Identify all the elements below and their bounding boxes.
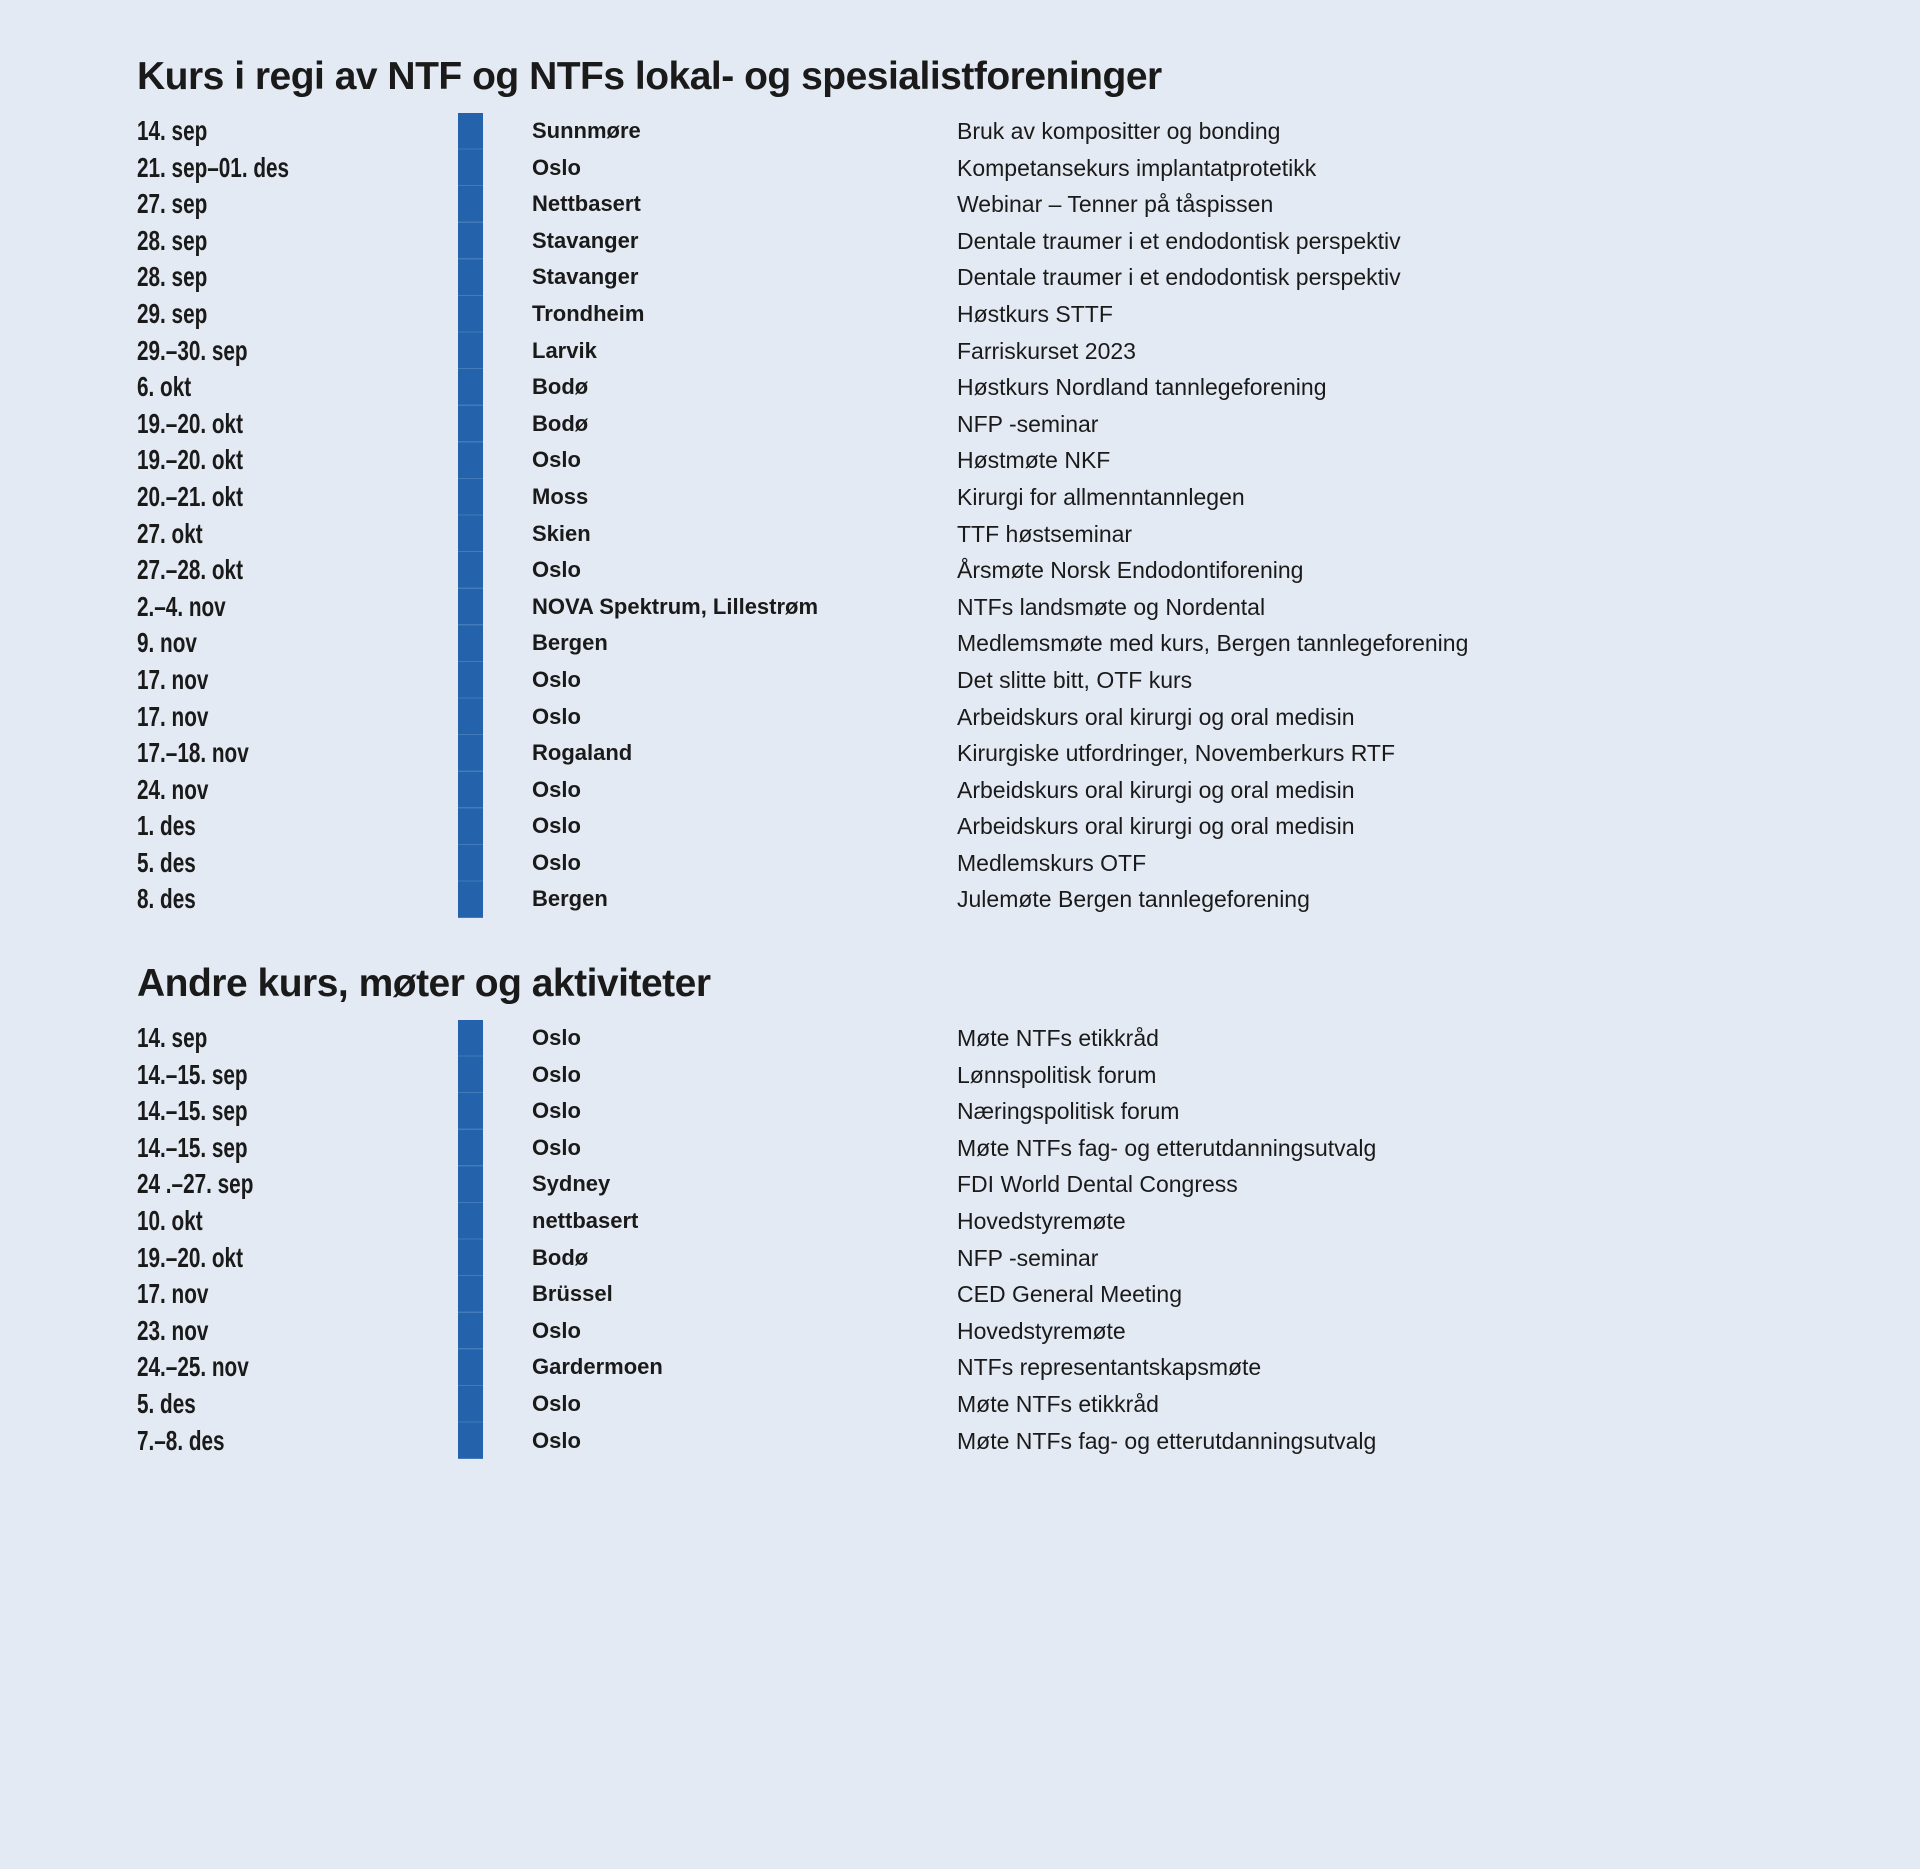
event-row — [137, 1423, 1920, 1460]
event-description: Høstkurs STTF — [957, 300, 1113, 327]
event-list-other-activities — [137, 1020, 1920, 1459]
event-description: Arbeidskurs oral kirurgi og oral medisin — [957, 776, 1355, 803]
event-date: 28. sep — [137, 224, 208, 256]
event-description: Møte NTFs etikkråd — [957, 1391, 1159, 1417]
event-description: Møte NTFs fag- og etterutdanningsutvalg — [957, 1134, 1377, 1161]
event-description: Farriskurset 2023 — [957, 337, 1136, 364]
event-row — [137, 772, 1920, 809]
event-location: Gardermoen — [532, 1354, 663, 1380]
event-location: nettbasert — [532, 1208, 639, 1234]
event-description: Dentale traumer i et endodontisk perspektiv — [957, 227, 1401, 254]
event-location: Nettbasert — [532, 191, 641, 217]
event-location: Oslo — [532, 813, 581, 839]
event-row — [137, 333, 1920, 370]
event-date: 17. nov — [137, 1278, 209, 1310]
event-description: Arbeidskurs oral kirurgi og oral medisin — [957, 813, 1355, 840]
event-date: 14.–15. sep — [137, 1131, 248, 1163]
section-title-other-activities: Andre kurs, møter og aktiviteter — [137, 962, 711, 1006]
event-location: Oslo — [532, 1061, 581, 1087]
event-location: Oslo — [532, 666, 581, 692]
event-location: Bodø — [532, 410, 589, 436]
event-date: 24.–25. nov — [137, 1351, 249, 1383]
event-date: 1. des — [137, 810, 196, 842]
event-row — [137, 662, 1920, 699]
event-description: NTFs representantskapsmøte — [957, 1354, 1262, 1381]
event-description: NTFs landsmøte og Nordental — [957, 593, 1266, 620]
event-location: Sydney — [532, 1171, 611, 1197]
event-row — [137, 1093, 1920, 1130]
event-location: Moss — [532, 483, 589, 509]
event-description: Høstmøte NKF — [957, 447, 1111, 474]
event-row — [137, 699, 1920, 736]
event-date: 8. des — [137, 883, 196, 915]
event-date: 27. okt — [137, 517, 203, 549]
event-location: Oslo — [532, 557, 581, 583]
event-row — [137, 1276, 1920, 1313]
event-location: Larvik — [532, 337, 597, 363]
event-row — [137, 1020, 1920, 1057]
event-location: Oslo — [532, 1391, 581, 1416]
event-description: Høstkurs Nordland tannlegeforening — [957, 374, 1327, 401]
event-date: 19.–20. okt — [137, 444, 243, 476]
event-description: Lønnspolitisk forum — [957, 1061, 1157, 1088]
event-date: 29. sep — [137, 297, 208, 329]
event-row — [137, 223, 1920, 260]
event-row — [137, 552, 1920, 589]
event-description: Webinar – Tenner på tåspissen — [957, 191, 1274, 218]
event-description: NFP -seminar — [957, 410, 1099, 437]
event-row — [137, 1130, 1920, 1167]
event-location: Oslo — [532, 849, 581, 875]
event-location: Oslo — [532, 1317, 581, 1343]
event-location: Stavanger — [532, 264, 639, 290]
event-date: 5. des — [137, 846, 196, 878]
event-row — [137, 589, 1920, 626]
event-row — [137, 186, 1920, 223]
event-row — [137, 1203, 1920, 1240]
event-date: 6. okt — [137, 371, 192, 403]
event-row — [137, 1166, 1920, 1203]
event-date: 17. nov — [137, 700, 209, 732]
event-description: NFP -seminar — [957, 1244, 1099, 1271]
event-location: NOVA Spektrum, Lillestrøm — [532, 593, 819, 619]
event-date: 19.–20. okt — [137, 1241, 243, 1273]
event-description: Medlemskurs OTF — [957, 849, 1147, 876]
event-row — [137, 1313, 1920, 1350]
event-location: Trondheim — [532, 300, 645, 326]
event-description: Næringspolitisk forum — [957, 1098, 1180, 1125]
event-row — [137, 369, 1920, 406]
event-row — [137, 113, 1920, 150]
event-location: Skien — [532, 520, 591, 546]
event-description: Kirurgi for allmenntannlegen — [957, 483, 1245, 510]
event-date: 27.–28. okt — [137, 554, 243, 586]
event-description: Julemøte Bergen tannlegeforening — [957, 886, 1310, 913]
event-date: 29.–30. sep — [137, 334, 248, 366]
event-location: Stavanger — [532, 227, 639, 253]
event-location: Brüssel — [532, 1281, 613, 1307]
event-location: Rogaland — [532, 740, 633, 766]
event-description: Dentale traumer i et endodontisk perspektiv — [957, 264, 1401, 291]
event-description: Bruk av kompositter og bonding — [957, 118, 1281, 144]
event-date: 23. nov — [137, 1314, 209, 1346]
event-description: TTF høstseminar — [957, 520, 1133, 547]
event-date: 5. des — [137, 1388, 196, 1419]
event-description: Kirurgiske utfordringer, Novemberkurs RTF — [957, 740, 1395, 767]
section-ntf-courses — [137, 57, 1920, 918]
event-row — [137, 406, 1920, 443]
event-location: Oslo — [532, 447, 581, 473]
event-location: Oslo — [532, 1427, 581, 1453]
event-description: Hovedstyremøte — [957, 1208, 1126, 1235]
section-other-activities — [137, 964, 1920, 1459]
event-row — [137, 1386, 1920, 1423]
event-date: 14.–15. sep — [137, 1058, 248, 1090]
event-description: CED General Meeting — [957, 1281, 1182, 1308]
event-row — [137, 150, 1920, 187]
event-description: Møte NTFs etikkråd — [957, 1025, 1159, 1052]
event-description: Kompetansekurs implantatprotetikk — [957, 154, 1317, 181]
event-list-ntf-courses — [137, 113, 1920, 918]
event-row — [137, 1349, 1920, 1386]
event-date: 27. sep — [137, 188, 208, 220]
event-location: Bodø — [532, 374, 589, 400]
event-location: Oslo — [532, 1134, 581, 1160]
event-date: 9. nov — [137, 627, 197, 659]
event-row — [137, 845, 1920, 882]
event-date: 24 .–27. sep — [137, 1168, 254, 1200]
event-location: Bergen — [532, 886, 608, 912]
event-row — [137, 296, 1920, 333]
event-row — [137, 516, 1920, 553]
event-date: 21. sep–01. des — [137, 151, 290, 183]
event-row — [137, 259, 1920, 296]
event-location: Oslo — [532, 1098, 581, 1124]
event-date: 17. nov — [137, 663, 209, 695]
event-location: Bergen — [532, 630, 608, 656]
event-location: Sunnmøre — [532, 118, 641, 143]
event-description: Arbeidskurs oral kirurgi og oral medisin — [957, 703, 1355, 730]
event-location: Oslo — [532, 776, 581, 802]
event-row — [137, 1057, 1920, 1094]
event-description: Medlemsmøte med kurs, Bergen tannlegeforening — [957, 630, 1469, 657]
event-date: 24. nov — [137, 773, 209, 805]
event-date: 2.–4. nov — [137, 590, 226, 622]
event-date: 20.–21. okt — [137, 480, 243, 512]
event-description: FDI World Dental Congress — [957, 1171, 1238, 1198]
event-row — [137, 479, 1920, 516]
event-row — [137, 442, 1920, 479]
event-date: 7.–8. des — [137, 1424, 225, 1456]
event-date: 14.–15. sep — [137, 1095, 248, 1127]
event-description: Det slitte bitt, OTF kurs — [957, 666, 1193, 693]
event-location: Bodø — [532, 1244, 589, 1270]
event-date: 14. sep — [137, 115, 208, 146]
event-date: 19.–20. okt — [137, 407, 243, 439]
event-row — [137, 881, 1920, 918]
section-title-ntf-courses: Kurs i regi av NTF og NTFs lokal- og spesialistforeninger — [137, 55, 1162, 98]
event-description: Årsmøte Norsk Endodontiforening — [957, 557, 1304, 584]
event-row — [137, 808, 1920, 845]
event-date: 17.–18. nov — [137, 737, 249, 769]
event-row — [137, 625, 1920, 662]
event-description: Hovedstyremøte — [957, 1317, 1126, 1344]
event-date: 14. sep — [137, 1022, 208, 1054]
event-location: Oslo — [532, 703, 581, 729]
event-row — [137, 735, 1920, 772]
event-location: Oslo — [532, 154, 581, 180]
event-date: 10. okt — [137, 1205, 203, 1237]
event-description: Møte NTFs fag- og etterutdanningsutvalg — [957, 1427, 1377, 1454]
event-location: Oslo — [532, 1025, 581, 1051]
event-date: 28. sep — [137, 261, 208, 293]
event-row — [137, 1240, 1920, 1277]
